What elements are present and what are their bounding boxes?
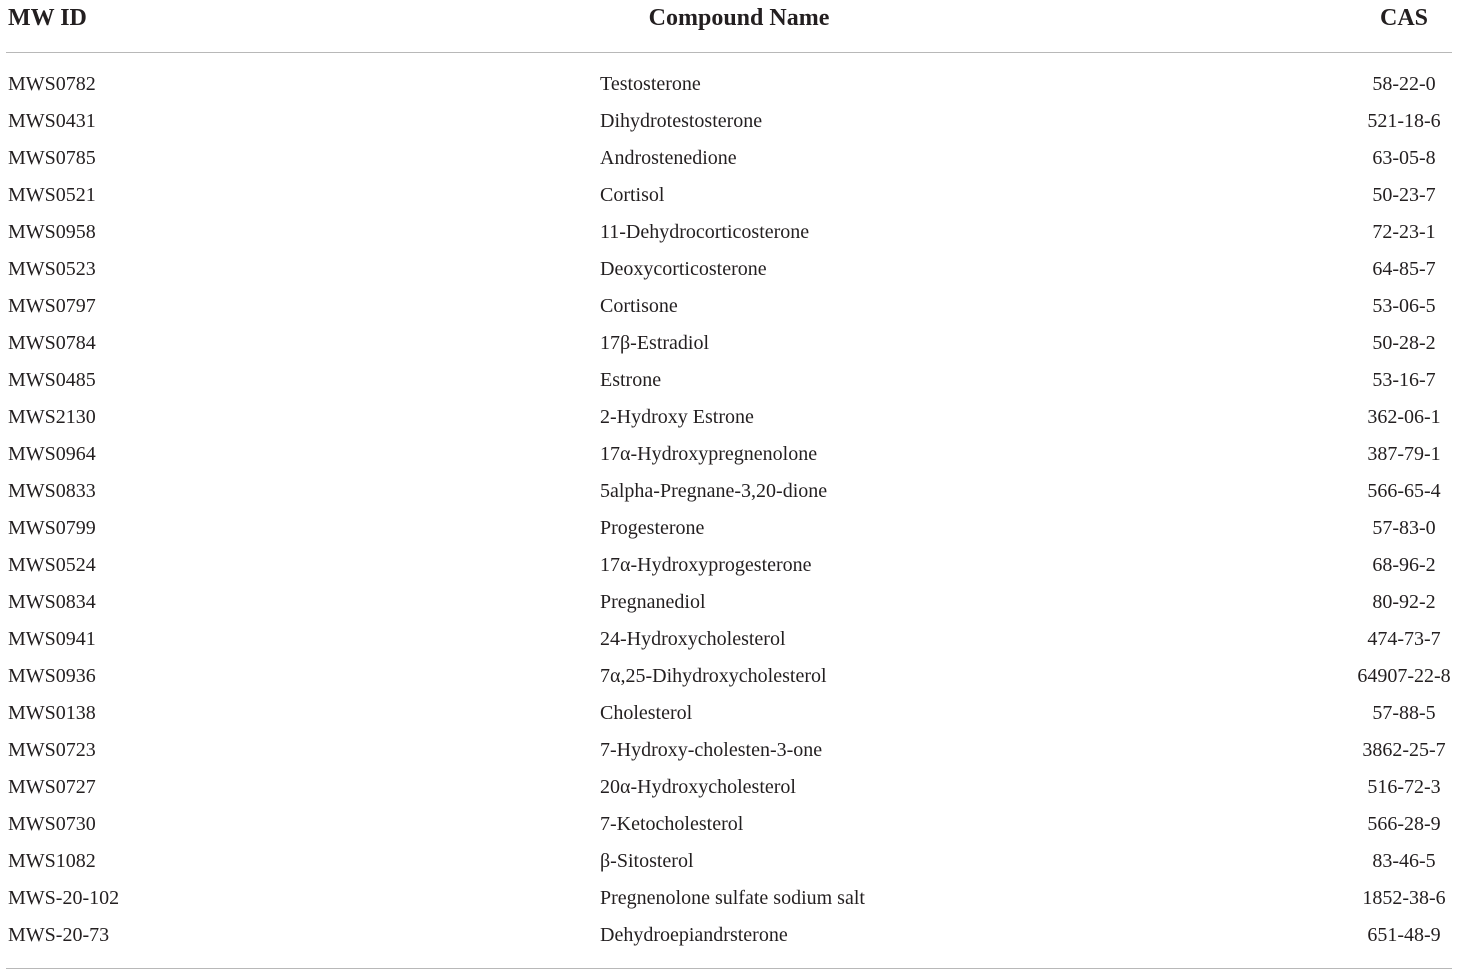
cell-compound-name: Androstenedione: [600, 147, 737, 169]
cell-compound-name: β-Sitosterol: [600, 850, 694, 872]
table-row: [0, 769, 1460, 806]
cell-cas: 58-22-0: [1372, 73, 1436, 95]
table-row: [0, 547, 1460, 584]
cell-mw-id: MWS-20-73: [8, 924, 110, 946]
cell-cas: 50-28-2: [1372, 332, 1436, 354]
cell-cas: 63-05-8: [1372, 147, 1436, 169]
cell-cas: 57-88-5: [1372, 702, 1436, 724]
cell-cas: 362-06-1: [1367, 406, 1441, 428]
table-row: [0, 140, 1460, 177]
table-row: [0, 251, 1460, 288]
cell-mw-id: MWS0727: [8, 776, 96, 798]
cell-mw-id: MWS2130: [8, 406, 96, 428]
table-row: [0, 584, 1460, 621]
cell-cas: 474-73-7: [1367, 628, 1441, 650]
table-row: [0, 362, 1460, 399]
cell-cas: 53-16-7: [1372, 369, 1436, 391]
cell-mw-id: MWS0730: [8, 813, 96, 835]
cell-compound-name: Dehydroepiandrsterone: [600, 924, 788, 946]
table-row: [0, 695, 1460, 732]
table-row: [0, 399, 1460, 436]
cell-cas: 64-85-7: [1372, 258, 1436, 280]
cell-compound-name: 2-Hydroxy Estrone: [600, 406, 754, 428]
cell-mw-id: MWS0785: [8, 147, 96, 169]
cell-compound-name: Pregnenolone sulfate sodium salt: [600, 887, 865, 909]
cell-compound-name: Pregnanediol: [600, 591, 706, 613]
cell-mw-id: MWS0723: [8, 739, 96, 761]
table-row: [0, 806, 1460, 843]
cell-cas: 566-65-4: [1367, 480, 1441, 502]
cell-mw-id: MWS0936: [8, 665, 96, 687]
cell-compound-name: 7α,25-Dihydroxycholesterol: [600, 665, 827, 687]
cell-compound-name: Deoxycorticosterone: [600, 258, 767, 280]
cell-cas: 521-18-6: [1367, 110, 1441, 132]
cell-cas: 387-79-1: [1367, 443, 1441, 465]
table-body: [0, 66, 1460, 954]
cell-compound-name: 20α-Hydroxycholesterol: [600, 776, 796, 798]
cell-cas: 72-23-1: [1372, 221, 1436, 243]
cell-cas: 566-28-9: [1367, 813, 1441, 835]
cell-cas: 1852-38-6: [1362, 887, 1446, 909]
cell-compound-name: 7-Hydroxy-cholesten-3-one: [600, 739, 823, 761]
cell-mw-id: MWS0431: [8, 110, 96, 132]
table-row: [0, 214, 1460, 251]
table-row: [0, 66, 1460, 103]
cell-cas: 651-48-9: [1367, 924, 1441, 946]
cell-cas: 50-23-7: [1372, 184, 1436, 206]
cell-compound-name: Cortisol: [600, 184, 665, 206]
cell-cas: 516-72-3: [1367, 776, 1441, 798]
table-row: [0, 436, 1460, 473]
table-row: [0, 732, 1460, 769]
table-row: [0, 177, 1460, 214]
cell-mw-id: MWS0958: [8, 221, 96, 243]
table-row: [0, 917, 1460, 954]
cell-mw-id: MWS0784: [8, 332, 96, 354]
table-row: [0, 621, 1460, 658]
cell-compound-name: Testosterone: [600, 73, 701, 95]
cell-compound-name: 17α-Hydroxypregnenolone: [600, 443, 818, 465]
cell-mw-id: MWS0523: [8, 258, 96, 280]
table-row: [0, 510, 1460, 547]
cell-compound-name: 17β-Estradiol: [600, 332, 710, 354]
cell-compound-name: 17α-Hydroxyprogesterone: [600, 554, 812, 576]
table-row: [0, 103, 1460, 140]
cell-cas: 80-92-2: [1372, 591, 1436, 613]
cell-mw-id: MWS0799: [8, 517, 96, 539]
cell-mw-id: MWS0524: [8, 554, 96, 576]
cell-compound-name: Progesterone: [600, 517, 705, 539]
table-row: [0, 288, 1460, 325]
cell-compound-name: 11-Dehydrocorticosterone: [600, 221, 810, 243]
table-bottom-divider: [6, 968, 1452, 969]
cell-compound-name: Dihydrotestosterone: [600, 110, 763, 132]
cell-mw-id: MWS0833: [8, 480, 96, 502]
cell-mw-id: MWS0834: [8, 591, 96, 613]
cell-mw-id: MWS0782: [8, 73, 96, 95]
cell-compound-name: Estrone: [600, 369, 662, 391]
cell-compound-name: 24-Hydroxycholesterol: [600, 628, 786, 650]
cell-mw-id: MWS0797: [8, 295, 96, 317]
cell-cas: 68-96-2: [1372, 554, 1436, 576]
column-header-mw-id: MW ID: [8, 5, 87, 31]
cell-cas: 83-46-5: [1372, 850, 1436, 872]
cell-cas: 53-06-5: [1372, 295, 1436, 317]
column-header-cas: CAS: [1379, 5, 1429, 31]
table-row: [0, 473, 1460, 510]
table-row: [0, 880, 1460, 917]
header-divider: [6, 52, 1452, 53]
table-row: [0, 325, 1460, 362]
cell-compound-name: Cholesterol: [600, 702, 693, 724]
table-header-row: [0, 0, 1460, 38]
cell-mw-id: MWS-20-102: [8, 887, 120, 909]
cell-mw-id: MWS0521: [8, 184, 96, 206]
cell-mw-id: MWS0138: [8, 702, 96, 724]
cell-cas: 3862-25-7: [1362, 739, 1446, 761]
table-row: [0, 843, 1460, 880]
cell-compound-name: 7-Ketocholesterol: [600, 813, 744, 835]
cell-compound-name: Cortisone: [600, 295, 678, 317]
cell-mw-id: MWS0485: [8, 369, 96, 391]
cell-mw-id: MWS0941: [8, 628, 96, 650]
cell-mw-id: MWS1082: [8, 850, 96, 872]
cell-cas: 57-83-0: [1372, 517, 1436, 539]
cell-cas: 64907-22-8: [1357, 665, 1451, 687]
table-row: [0, 658, 1460, 695]
column-header-compound-name: Compound Name: [648, 5, 830, 31]
cell-compound-name: 5alpha-Pregnane-3,20-dione: [600, 480, 828, 502]
cell-mw-id: MWS0964: [8, 443, 96, 465]
